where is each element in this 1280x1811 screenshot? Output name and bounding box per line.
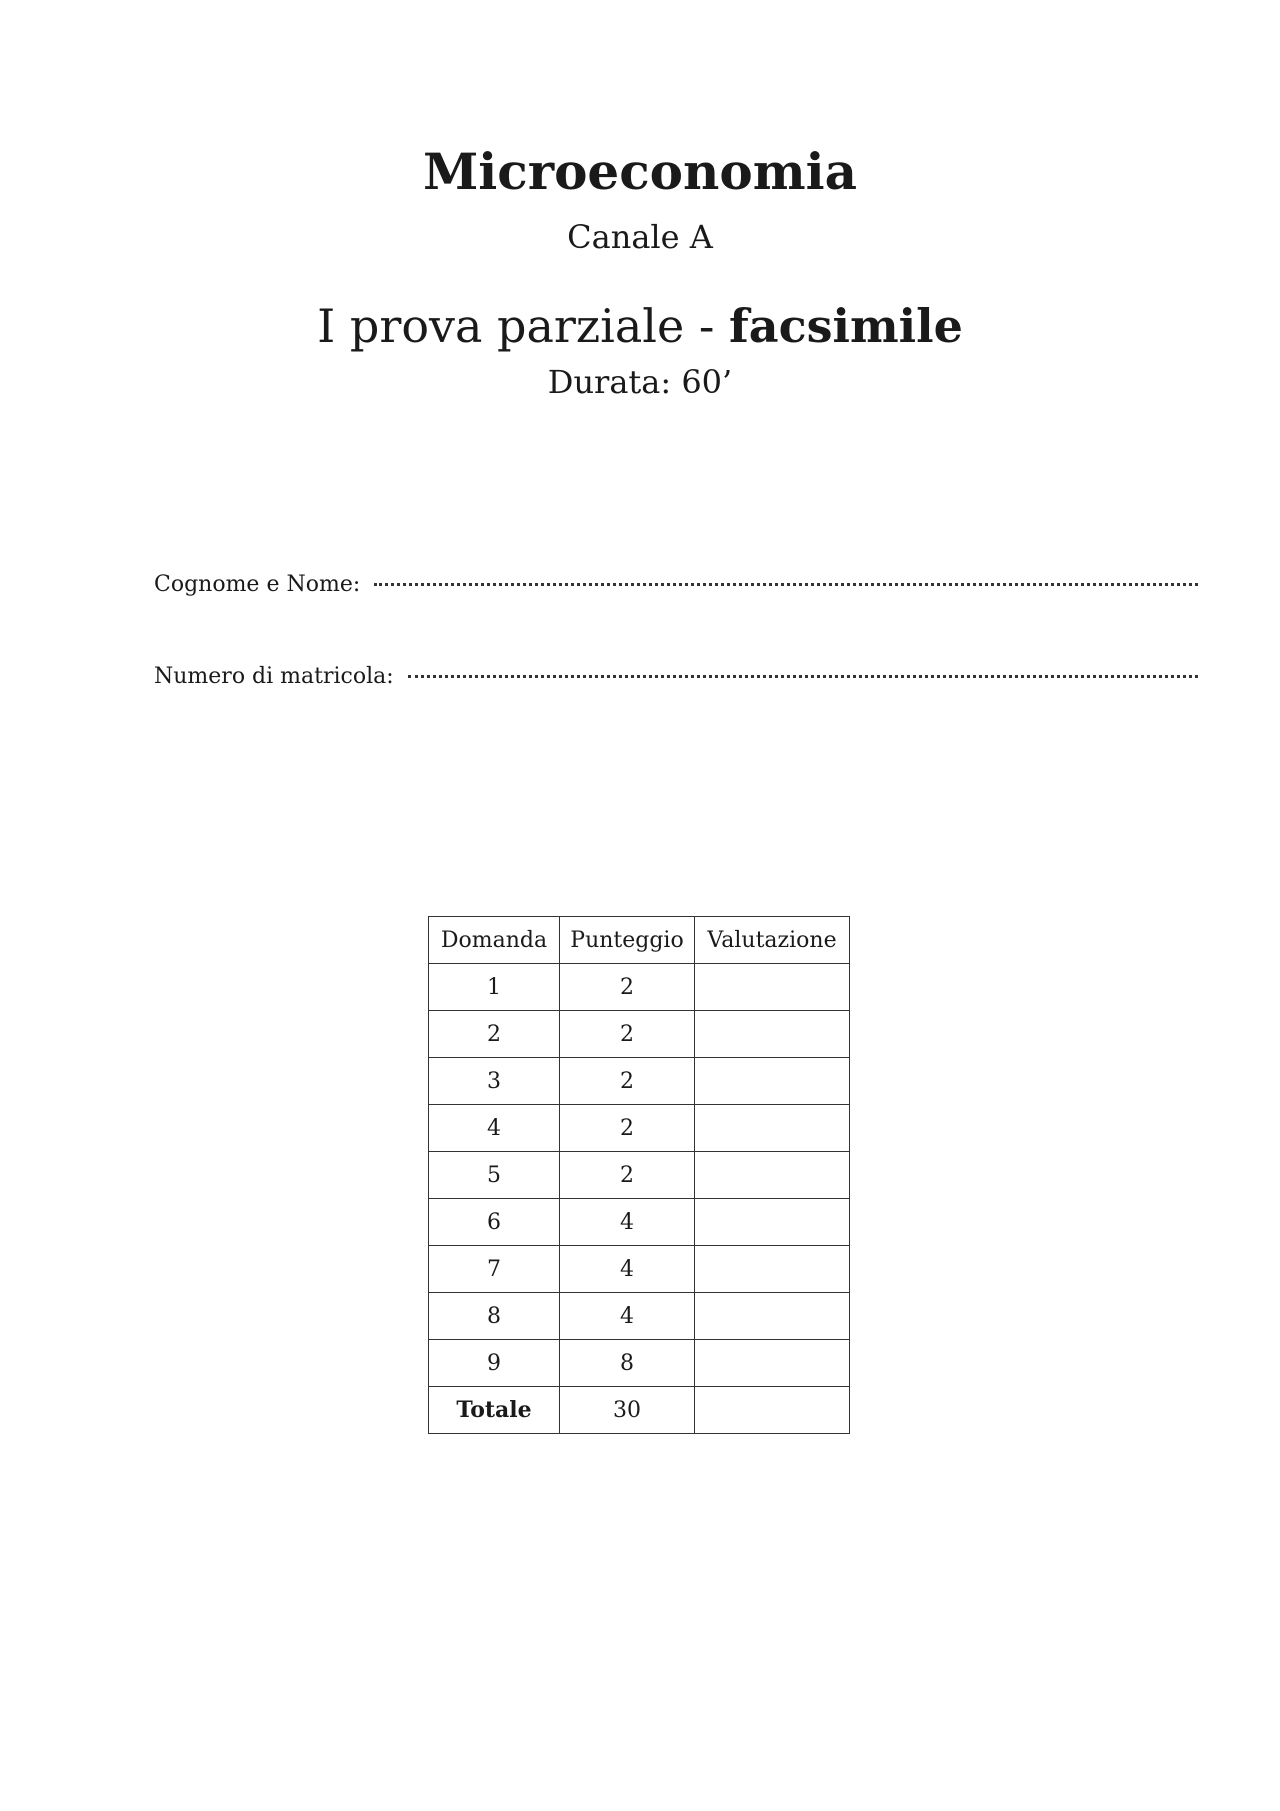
name-field <box>154 570 1198 600</box>
table-total-row <box>429 1387 850 1434</box>
header-valutazione: Valutazione <box>695 917 850 964</box>
cell-domanda: 5 <box>429 1152 560 1199</box>
table-row <box>429 1340 850 1387</box>
cell-valutazione <box>695 1011 850 1058</box>
cell-punteggio: 4 <box>560 1293 695 1340</box>
cell-valutazione <box>695 1105 850 1152</box>
score-table <box>428 916 850 1434</box>
exam-duration: Durata: 60’ <box>547 363 733 401</box>
cell-domanda: 8 <box>429 1293 560 1340</box>
table-header-row <box>429 917 850 964</box>
channel-subtitle: Canale A <box>567 218 713 256</box>
cell-punteggio: 2 <box>560 1105 695 1152</box>
name-field-label: Cognome e Nome: <box>154 572 361 597</box>
table-row <box>429 964 850 1011</box>
cell-valutazione <box>695 964 850 1011</box>
cell-domanda: 2 <box>429 1011 560 1058</box>
matricola-field-dotted-line <box>408 674 1198 678</box>
cell-valutazione <box>695 1293 850 1340</box>
cell-punteggio: 8 <box>560 1340 695 1387</box>
exam-heading <box>0 298 1280 354</box>
table-row <box>429 1011 850 1058</box>
name-field-dotted-line <box>374 582 1198 586</box>
total-punteggio: 30 <box>560 1387 695 1434</box>
table-row <box>429 1246 850 1293</box>
table-row <box>429 1058 850 1105</box>
cell-punteggio: 4 <box>560 1246 695 1293</box>
header-domanda: Domanda <box>429 917 560 964</box>
cell-valutazione <box>695 1058 850 1105</box>
cell-domanda: 7 <box>429 1246 560 1293</box>
cell-punteggio: 2 <box>560 1058 695 1105</box>
cell-domanda: 4 <box>429 1105 560 1152</box>
cell-punteggio: 2 <box>560 1011 695 1058</box>
cell-valutazione <box>695 1199 850 1246</box>
cell-punteggio: 2 <box>560 964 695 1011</box>
exam-heading-prefix: I prova parziale - <box>317 299 730 353</box>
cell-domanda: 9 <box>429 1340 560 1387</box>
table-row <box>429 1105 850 1152</box>
cell-valutazione <box>695 1246 850 1293</box>
matricola-field-label: Numero di matricola: <box>154 664 394 689</box>
cell-domanda: 1 <box>429 964 560 1011</box>
cell-domanda: 3 <box>429 1058 560 1105</box>
document-title: Microeconomia <box>422 142 858 201</box>
total-valutazione <box>695 1387 850 1434</box>
cell-valutazione <box>695 1340 850 1387</box>
exam-heading-bold: facsimile <box>729 299 963 353</box>
table-row <box>429 1199 850 1246</box>
header-punteggio: Punteggio <box>560 917 695 964</box>
cell-domanda: 6 <box>429 1199 560 1246</box>
table-row <box>429 1152 850 1199</box>
cell-punteggio: 4 <box>560 1199 695 1246</box>
cell-valutazione <box>695 1152 850 1199</box>
total-label: Totale <box>429 1387 560 1434</box>
table-row <box>429 1293 850 1340</box>
matricola-field <box>154 662 1198 692</box>
cell-punteggio: 2 <box>560 1152 695 1199</box>
